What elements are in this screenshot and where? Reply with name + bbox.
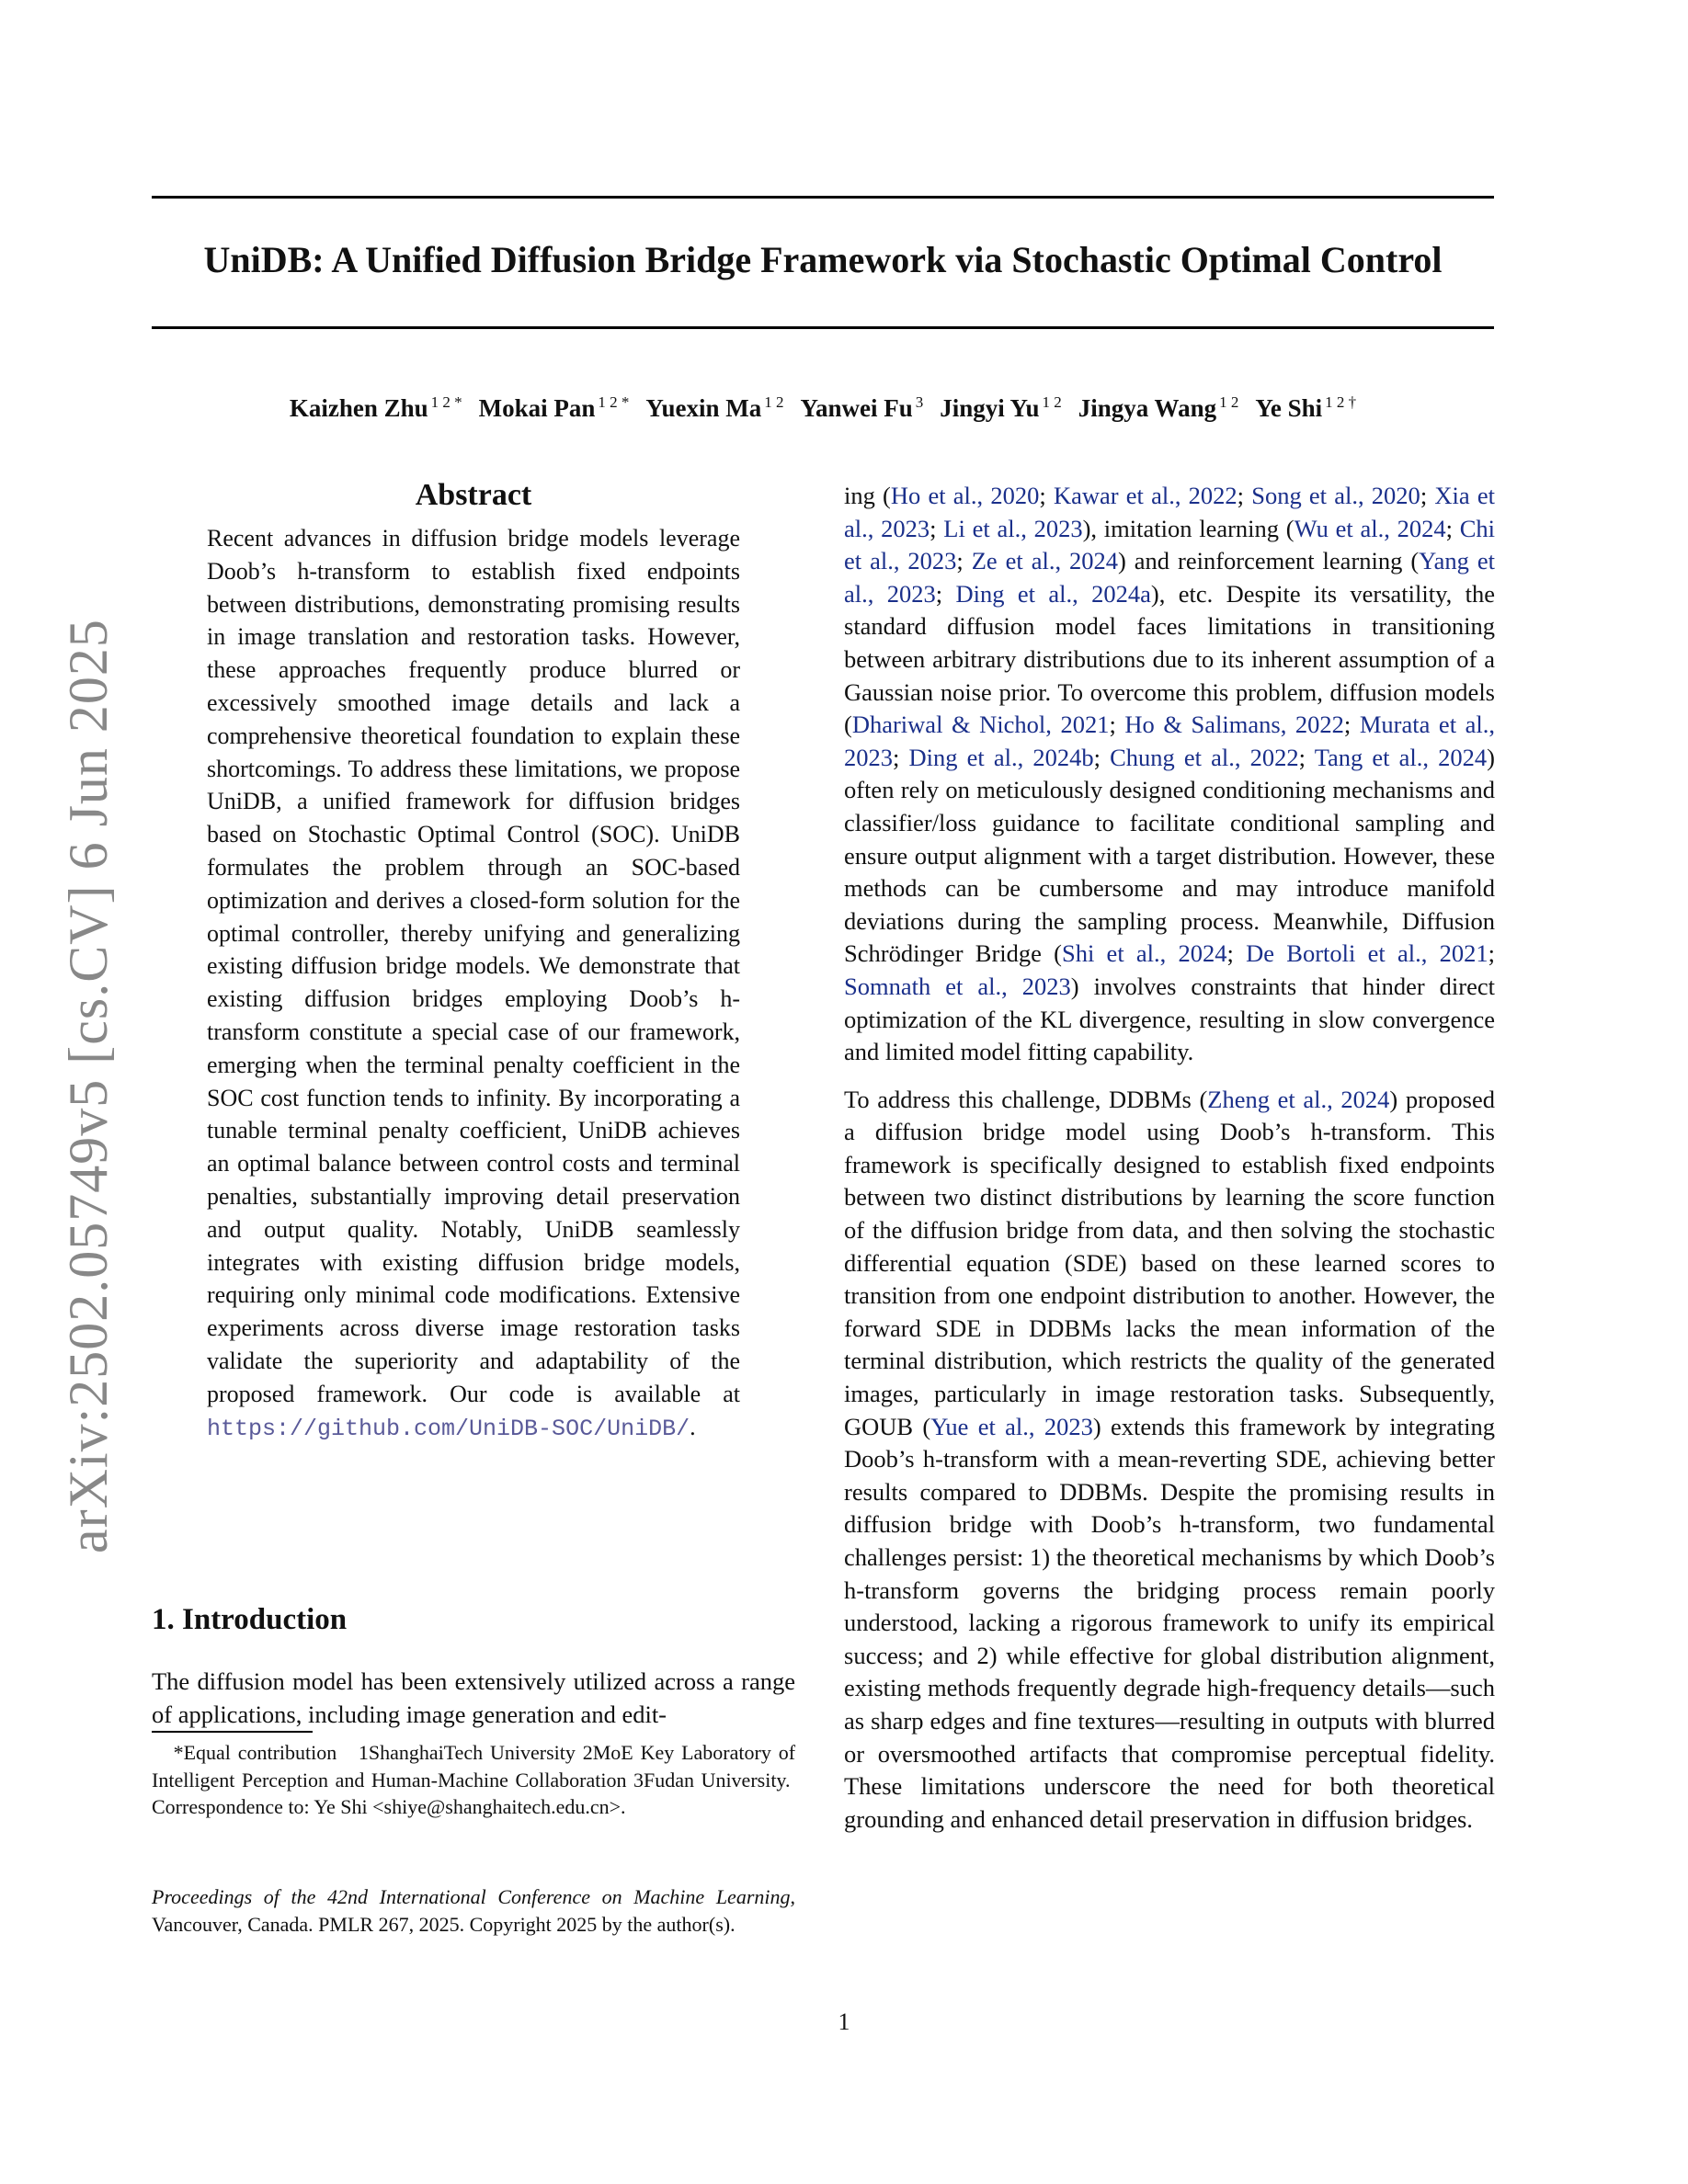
body-text: ) extends this framework by integrating Doob’s h-transform with a mean-reverting SDE, achieving better results compared to DDBMs. Despite the promising results in diffusion bridge with Doob’s h-transform, two fundamental challenges persist: 1) the theoretical mechanisms by which Doob’s h-transform governs the bridging process remain poorly understood, lacking a rigorous framework to unify its empirical success; and 2) while effective for global distribution alignment, existing methods frequently degrade high-frequency details—such as sharp edges and fine textures—resulting in outputs with blurred or oversmoothed artifacts that compromise perceptual fidelity. These limitations underscore the need for both theoretical grounding and enhanced detail preservation in diffusion bridges. <box>844 1412 1495 1833</box>
title-bottom-rule <box>152 326 1494 329</box>
arxiv-stamp: arXiv:2502.05749v5 [cs.CV] 6 Jun 2025 <box>58 619 119 1553</box>
body-text: ; <box>1488 939 1495 968</box>
author-1: Kaizhen Zhu $^{1 2 *}$ <box>289 393 462 422</box>
body-text: ; <box>956 547 972 575</box>
abstract-heading: Abstract <box>415 478 532 512</box>
body-text: ; <box>930 514 944 542</box>
citation-link[interactable]: Shi et al., 2024 <box>1061 939 1227 968</box>
citation-link[interactable]: Somnath et al., 2023 <box>844 972 1071 1000</box>
top-rule <box>152 196 1494 199</box>
right-paragraph-2 <box>844 1084 1495 1837</box>
citation-link[interactable]: Ding et al., 2024a <box>955 579 1151 608</box>
body-text: ing ( <box>844 482 891 509</box>
introduction-section <box>152 1599 795 1732</box>
body-text: ), etc. Despite its versatility, the standard diffusion model faces limitations in transitioning between arbitrary distributions due to its inherent assumption of a Gaussian noise prior. To overcome this problem, diffusion models ( <box>844 579 1496 739</box>
citation-link[interactable]: Ze et al., 2024 <box>971 547 1119 575</box>
author-7: Ye Shi $^{1 2 \dagger}$ <box>1255 393 1357 422</box>
citation-link[interactable]: Zheng et al., 2024 <box>1207 1085 1390 1113</box>
footnote <box>152 1739 795 1821</box>
code-link[interactable]: https://github.com/UniDB-SOC/UniDB/ <box>207 1415 690 1442</box>
citation-link[interactable]: Yang et al., 2023 <box>844 547 1495 608</box>
citation-link[interactable]: Kawar et al., 2022 <box>1053 482 1237 509</box>
citation-link[interactable]: Song et al., 2020 <box>1251 482 1420 509</box>
citation-link[interactable]: Murata et al., 2023 <box>844 711 1495 771</box>
author-3: Yuexin Ma $^{1 2}$ <box>645 393 784 422</box>
paper-title: UniDB: A Unified Diffusion Bridge Framework via Stochastic Optimal Control <box>203 239 1443 280</box>
proceedings-note <box>152 1883 795 1938</box>
body-text: ; <box>1226 939 1247 968</box>
body-text: ; <box>1420 482 1435 509</box>
abstract-body: Recent advances in diffusion bridge models leverage Doob’s h-transform to establish fixed endpoints between distributions, demonstrating promising results in image translation and restoration tasks. However, these approaches frequently produce blurred or excessively smoothed image details and lack a comprehensive theoretical foundation to explain these shortcomings. To address these limitations, we propose UniDB, a unified framework for diffusion bridges based on Stochastic Optimal Control (SOC). UniDB formulates the problem through an SOC-based optimization and derives a closed-form solution for the optimal controller, thereby unifying and generalizing existing diffusion bridge models. We demonstrate that existing diffusion bridges employing Doob’s h-transform constitute a special case of our framework, emerging when the terminal penalty coefficient in the SOC cost function tends to infinity. By incorporating a tunable terminal penalty coefficient, UniDB achieves an optimal balance between control costs and terminal penalties, substantially improving detail preservation and output quality. Notably, UniDB seamlessly integrates with existing diffusion bridge models, requiring only minimal code modifications. Extensive experiments across diverse image restoration tasks validate the superiority and adaptability of the proposed framework. Our code is available at <box>207 525 740 1407</box>
body-text: ; <box>893 743 909 771</box>
body-text: ) involves constraints that hinder direct optimization of the KL divergence, resulting in slow convergence and limited model fitting capability. <box>844 972 1495 1066</box>
right-column <box>844 480 1495 1850</box>
proceedings-venue: Proceedings of the 42nd International Conference on Machine Learning <box>152 1885 791 1908</box>
body-text: To address this challenge, DDBMs ( <box>844 1085 1208 1113</box>
body-text: ; <box>1093 743 1111 771</box>
page-number: 1 <box>838 2008 850 2035</box>
body-text: ), imitation learning ( <box>1082 514 1295 542</box>
body-text: ; <box>1039 482 1054 509</box>
citation-link[interactable]: Dhariwal & Nichol, 2021 <box>851 711 1110 739</box>
footnote-correspondence: Correspondence to: Ye Shi <shiye@shanghaitech.edu.cn>. <box>152 1795 626 1818</box>
citation-link[interactable]: Li et al., 2023 <box>943 514 1083 542</box>
right-paragraph-1 <box>844 480 1495 1069</box>
footnote-rule <box>152 1731 313 1733</box>
body-text: ; <box>935 579 956 608</box>
abstract-section <box>207 474 740 1445</box>
body-text: ; <box>1237 482 1252 509</box>
author-list <box>152 386 1494 425</box>
citation-link[interactable]: Ding et al., 2024b <box>908 743 1094 771</box>
body-text: ) often rely on meticulously designed conditioning mechanisms and classifier/loss guidance to facilitate conditional sampling and ensure output alignment with a target distribution. However, these methods can be cumbersome and may introduce manifold deviations during the sampling process. Meanwhile, Diffusion Schrödinger Bridge ( <box>844 743 1495 968</box>
author-6: Jingya Wang $^{1 2}$ <box>1078 393 1239 422</box>
author-2: Mokai Pan $^{1 2 *}$ <box>478 393 630 422</box>
introduction-text: The diffusion model has been extensively utilized across a range of applications, including image generation and edit- <box>152 1667 795 1728</box>
citation-link[interactable]: Ho et al., 2020 <box>890 482 1040 509</box>
body-text: ; <box>1343 711 1360 739</box>
body-text: ; <box>1109 711 1125 739</box>
citation-link[interactable]: Chi et al., 2023 <box>844 514 1496 575</box>
citation-link[interactable]: De Bortoli et al., 2021 <box>1246 939 1488 968</box>
body-text: ; <box>1445 514 1460 542</box>
body-text: ) proposed a diffusion bridge model using Doob’s h-transform. This framework is specifically designed to establish fixed endpoints between two distinct distributions by learning the score function of the diffusion bridge from data, and then solving the stochastic differential equation (SDE) based on these learned scores to transition from one endpoint distribution to another. However, the forward SDE in DDBMs lacks the mean information of the terminal distribution, which restricts the quality of the generated images, particularly in image restoration tasks. Subsequently, GOUB ( <box>844 1085 1495 1440</box>
abstract-text: Recent advances in diffusion bridge models leverage Doob’s h-transform to establish fixed endpoints between distributions, demonstrating promising results in image translation and restoration tasks. However, these approaches frequently produce blurred or excessively smoothed image details and lack a comprehensive theoretical foundation to explain these shortcomings. To address these limitations, we propose UniDB, a unified framework for diffusion bridges based on Stochastic Optimal Control (SOC). UniDB formulates the problem through an SOC-based optimization and derives a closed-form solution for the optimal controller, thereby unifying and generalizing existing diffusion bridge models. We demonstrate that existing diffusion bridges employing Doob’s h-transform constitute a special case of our framework, emerging when the terminal penalty coefficient in the SOC cost function tends to infinity. By incorporating a tunable terminal penalty coefficient, UniDB achieves an optimal balance between control costs and terminal penalties, substantially improving detail preservation and output quality. Notably, UniDB seamlessly integrates with existing diffusion bridge models, requiring only minimal code modifications. Extensive experiments across diverse image restoration tasks validate the superiority and adaptability of the proposed framework. Our code is available at https://github.com/UniDB-SOC/UniDB/. <box>207 525 740 1442</box>
body-text: ; <box>1298 743 1315 771</box>
citation-link[interactable]: Chung et al., 2022 <box>1110 743 1299 771</box>
citation-link[interactable]: Yue et al., 2023 <box>930 1412 1093 1440</box>
proceedings-rest: , Vancouver, Canada. PMLR 267, 2025. Copyright 2025 by the author(s). <box>152 1885 795 1936</box>
footnote-aff2: 2MoE Key Laboratory of Intelligent Perception and Human-Machine Collaboration <box>152 1741 796 1792</box>
author-5: Jingyi Yu $^{1 2}$ <box>940 393 1062 422</box>
footnote-aff3: 3Fudan University. <box>633 1768 791 1792</box>
citation-link[interactable]: Ho & Salimans, 2022 <box>1124 711 1344 739</box>
footnote-equal: *Equal contribution <box>173 1741 337 1764</box>
citation-link[interactable]: Xia et al., 2023 <box>844 482 1495 542</box>
citation-link[interactable]: Tang et al., 2024 <box>1314 743 1488 771</box>
footnote-aff1: 1ShanghaiTech University <box>358 1741 576 1764</box>
author-4: Yanwei Fu $^3$ <box>800 393 924 422</box>
citation-link[interactable]: Wu et al., 2024 <box>1294 514 1446 542</box>
introduction-heading: 1. Introduction <box>152 1603 348 1636</box>
body-text: ) and reinforcement learning ( <box>1118 547 1420 575</box>
